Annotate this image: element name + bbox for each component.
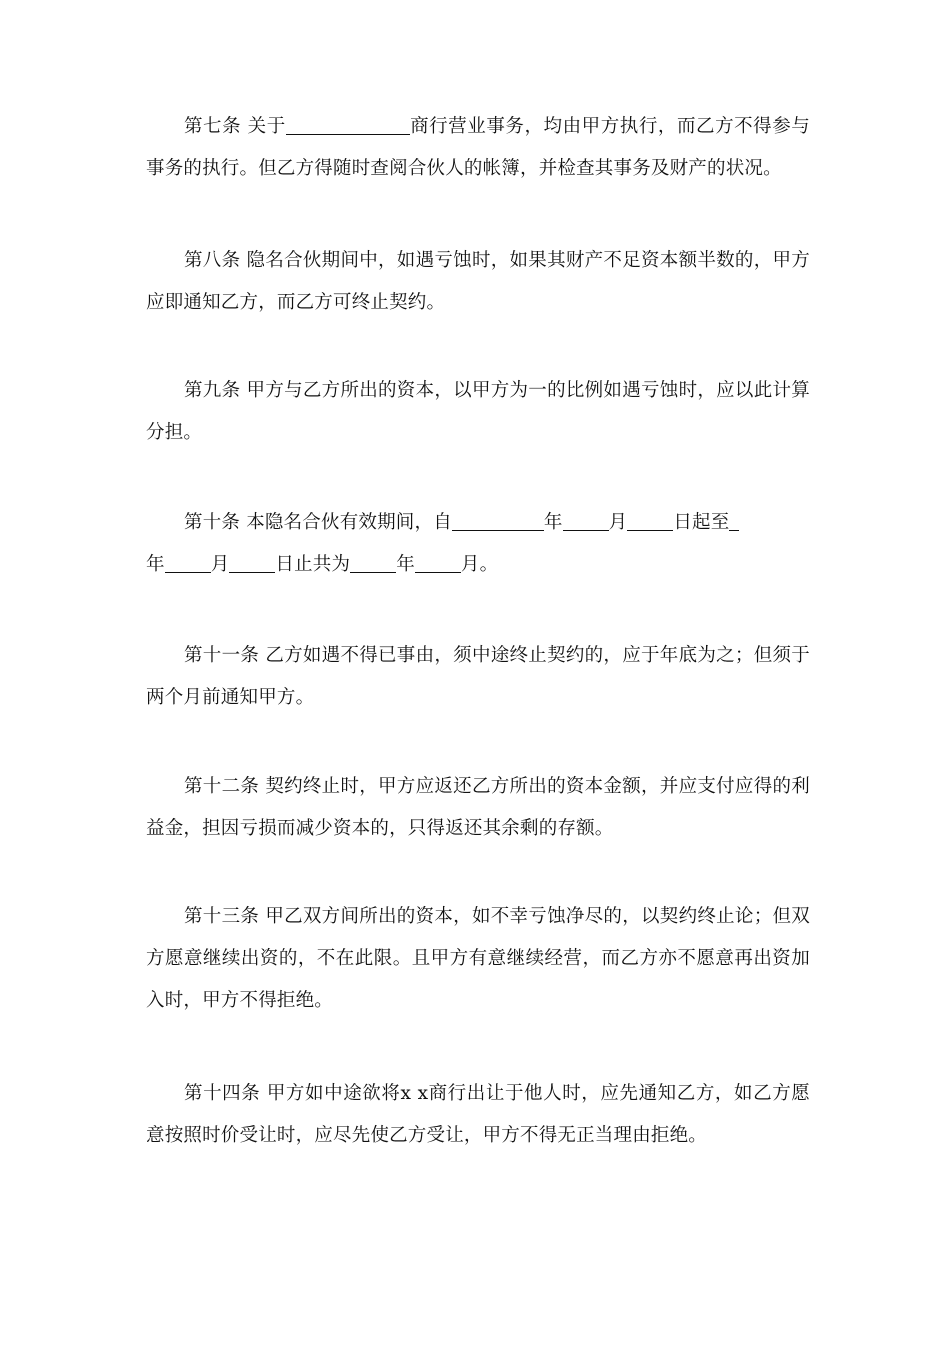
clause-7	[146, 106, 810, 190]
clause-text: 契约终止时，甲方应返还乙方所出的资本金额，并应支付应得的利益金，担因亏损而减少资本的，只得返还其余剩的存额。	[146, 776, 810, 839]
clause-text: 关于	[247, 116, 286, 137]
clause-label: 第十条	[184, 512, 241, 533]
clause-label: 第十四条	[184, 1083, 261, 1104]
clause-text: 日止共为	[275, 554, 351, 575]
clause-label: 第十二条	[184, 776, 260, 797]
clause-label: 第七条	[184, 116, 242, 137]
clause-label: 第十一条	[184, 645, 260, 666]
clause-text: 商行营业事务，均由甲方执行，而乙方不得参与事务的执行。但乙方得随时查阅合伙人的帐簿，并检查其事务及财产的状况。	[146, 116, 811, 179]
fill-in-blank-business-name[interactable]	[286, 112, 410, 135]
clause-10-line-1	[146, 502, 810, 544]
clause-8	[146, 240, 810, 324]
clause-text: 月。	[460, 554, 499, 575]
fill-in-blank-start-year[interactable]	[452, 508, 544, 531]
clause-14	[146, 1073, 810, 1157]
fill-in-blank-total-years[interactable]	[350, 550, 396, 573]
fill-in-blank-start-month[interactable]	[563, 508, 609, 531]
clause-text: 乙方如遇不得已事由，须中途终止契约的，应于年底为之；但须于两个月前通知甲方。	[146, 645, 810, 708]
clause-text: 年	[396, 554, 415, 575]
clause-label: 第九条	[184, 380, 241, 401]
clause-text: 月	[210, 554, 230, 575]
clause-text: 隐名合伙期间中，如遇亏蚀时，如果其财产不足资本额半数的，甲方应即通知乙方，而乙方可终止契约。	[146, 250, 810, 313]
fill-in-blank-end-day[interactable]	[229, 550, 275, 573]
clause-text: 日起至	[673, 512, 730, 533]
clause-10	[146, 502, 810, 586]
clause-text: 本隐名合伙有效期间，自	[246, 512, 452, 533]
fill-in-blank-total-months[interactable]	[415, 550, 461, 573]
clause-label: 第八条	[184, 250, 241, 271]
clause-text: 年	[146, 554, 165, 575]
clause-text: 年	[543, 512, 563, 533]
fill-in-blank-end-year-start[interactable]	[729, 508, 739, 531]
clause-12	[146, 766, 810, 850]
clause-13	[146, 896, 810, 1022]
clause-label: 第十三条	[184, 906, 260, 927]
clause-11	[146, 635, 810, 719]
fill-in-blank-end-month[interactable]	[165, 550, 211, 573]
clause-text: 甲方与乙方所出的资本，以甲方为一的比例如遇亏蚀时，应以此计算分担。	[146, 380, 810, 443]
clause-text: 甲乙双方间所出的资本，如不幸亏蚀净尽的，以契约终止论；但双方愿意继续出资的，不在此限。且甲方有意继续经营，而乙方亦不愿意再出资加入时，甲方不得拒绝。	[146, 906, 810, 1011]
clause-text: 月	[608, 512, 628, 533]
fill-in-blank-start-day[interactable]	[627, 508, 673, 531]
clause-text: 甲方如中途欲将x x商行出让于他人时，应先通知乙方，如乙方愿意按照时价受让时，应尽先使乙方受让，甲方不得无正当理由拒绝。	[146, 1083, 810, 1146]
clause-10-line-2	[146, 544, 810, 586]
clause-9	[146, 370, 810, 454]
